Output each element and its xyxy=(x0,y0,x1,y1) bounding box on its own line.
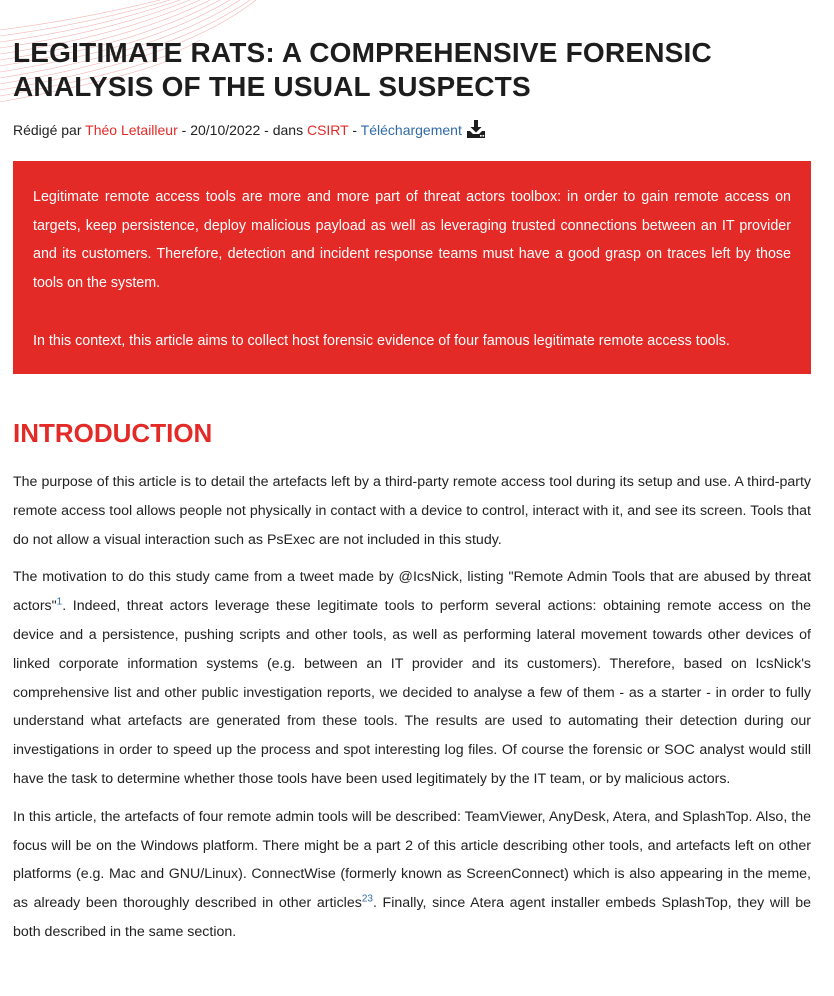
section-heading-introduction: INTRODUCTION xyxy=(13,418,213,448)
meta-date: - 20/10/2022 - dans xyxy=(177,122,307,138)
category-link[interactable]: CSIRT xyxy=(306,122,349,138)
article-body xyxy=(13,468,811,956)
author-link[interactable]: Théo Letailleur xyxy=(85,122,178,138)
lead-paragraph: Legitimate remote access tools are more and more part of threat actors toolbox: in order to gain remote access on targets, keep persistence, deploy malicious payload as well as leveraging trusted connections between an IT provider and its customers. Therefore, detection and incident response teams must have a good grasp on traces left by those tools on the system. xyxy=(33,189,791,292)
paragraph-text: . Indeed, threat actors leverage these legitimate tools to perform several actions: obtaining remote access on the device and a persistence, pushing scripts and other tools, as well as performing lateral movement towards other devices of linked corporate information systems (e.g. between an IT provider and its customers). Therefore, based on IcsNick's comprehensive list and other public investigation reports, we decided to analyse a few of them - as a starter - in order to fully understand what artefacts are generated from these tools. The results are used to automating their detection during our investigations in order to speed up the process and spot interesting log files. Of course the forensic or SOC analyst would still have the task to determine whether those tools have been used legitimately by the IT team, or by malicious actors. xyxy=(13,598,811,787)
download-icon[interactable] xyxy=(466,120,486,138)
paragraph-text: . Finally, since Atera agent installer embeds SplashTop, they will be both described in the same section. xyxy=(13,895,811,940)
body-paragraph-2 xyxy=(13,563,811,793)
body-paragraph-1: The purpose of this article is to detail the artefacts left by a third-party remote access tool during its setup and use. A third-party remote access tool allows people not physically in contact with a device to control, interact with it, and see its screen. Tools that do not allow a visual interaction such as PsExec are not included in this study. xyxy=(13,474,811,548)
article-lead-box xyxy=(13,161,811,374)
footnote-ref-23[interactable]: 23 xyxy=(361,893,373,905)
meta-separator: - xyxy=(348,122,361,138)
meta-prefix: Rédigé par xyxy=(13,122,86,138)
lead-paragraph: In this context, this article aims to collect host forensic evidence of four famous legitimate remote access tools. xyxy=(33,332,730,349)
body-paragraph-3 xyxy=(13,803,811,947)
download-link[interactable]: Téléchargement xyxy=(360,122,462,138)
paragraph-text: The motivation to do this study came from a tweet made by @IcsNick, listing "Remote Admin Tools that are abused by threat actors" xyxy=(13,569,811,615)
article-title: LEGITIMATE RATS: A COMPREHENSIVE FORENSIC ANALYSIS OF THE USUAL SUSPECTS xyxy=(13,37,712,102)
article-meta xyxy=(13,120,486,140)
paragraph-text: In this article, the artefacts of four remote admin tools will be described: TeamViewer, AnyDesk, Atera, and SplashTop. Also, the focus will be on the Windows platform. There might be a part 2 of this article describing other tools, and artefacts left on other platforms (e.g. Mac and GNU/Linux). ConnectWise (formerly known as ScreenConnect) which is also appearing in the meme, as already been thoroughly described in other articles xyxy=(13,808,811,912)
footnote-ref-1[interactable]: 1 xyxy=(56,596,63,608)
